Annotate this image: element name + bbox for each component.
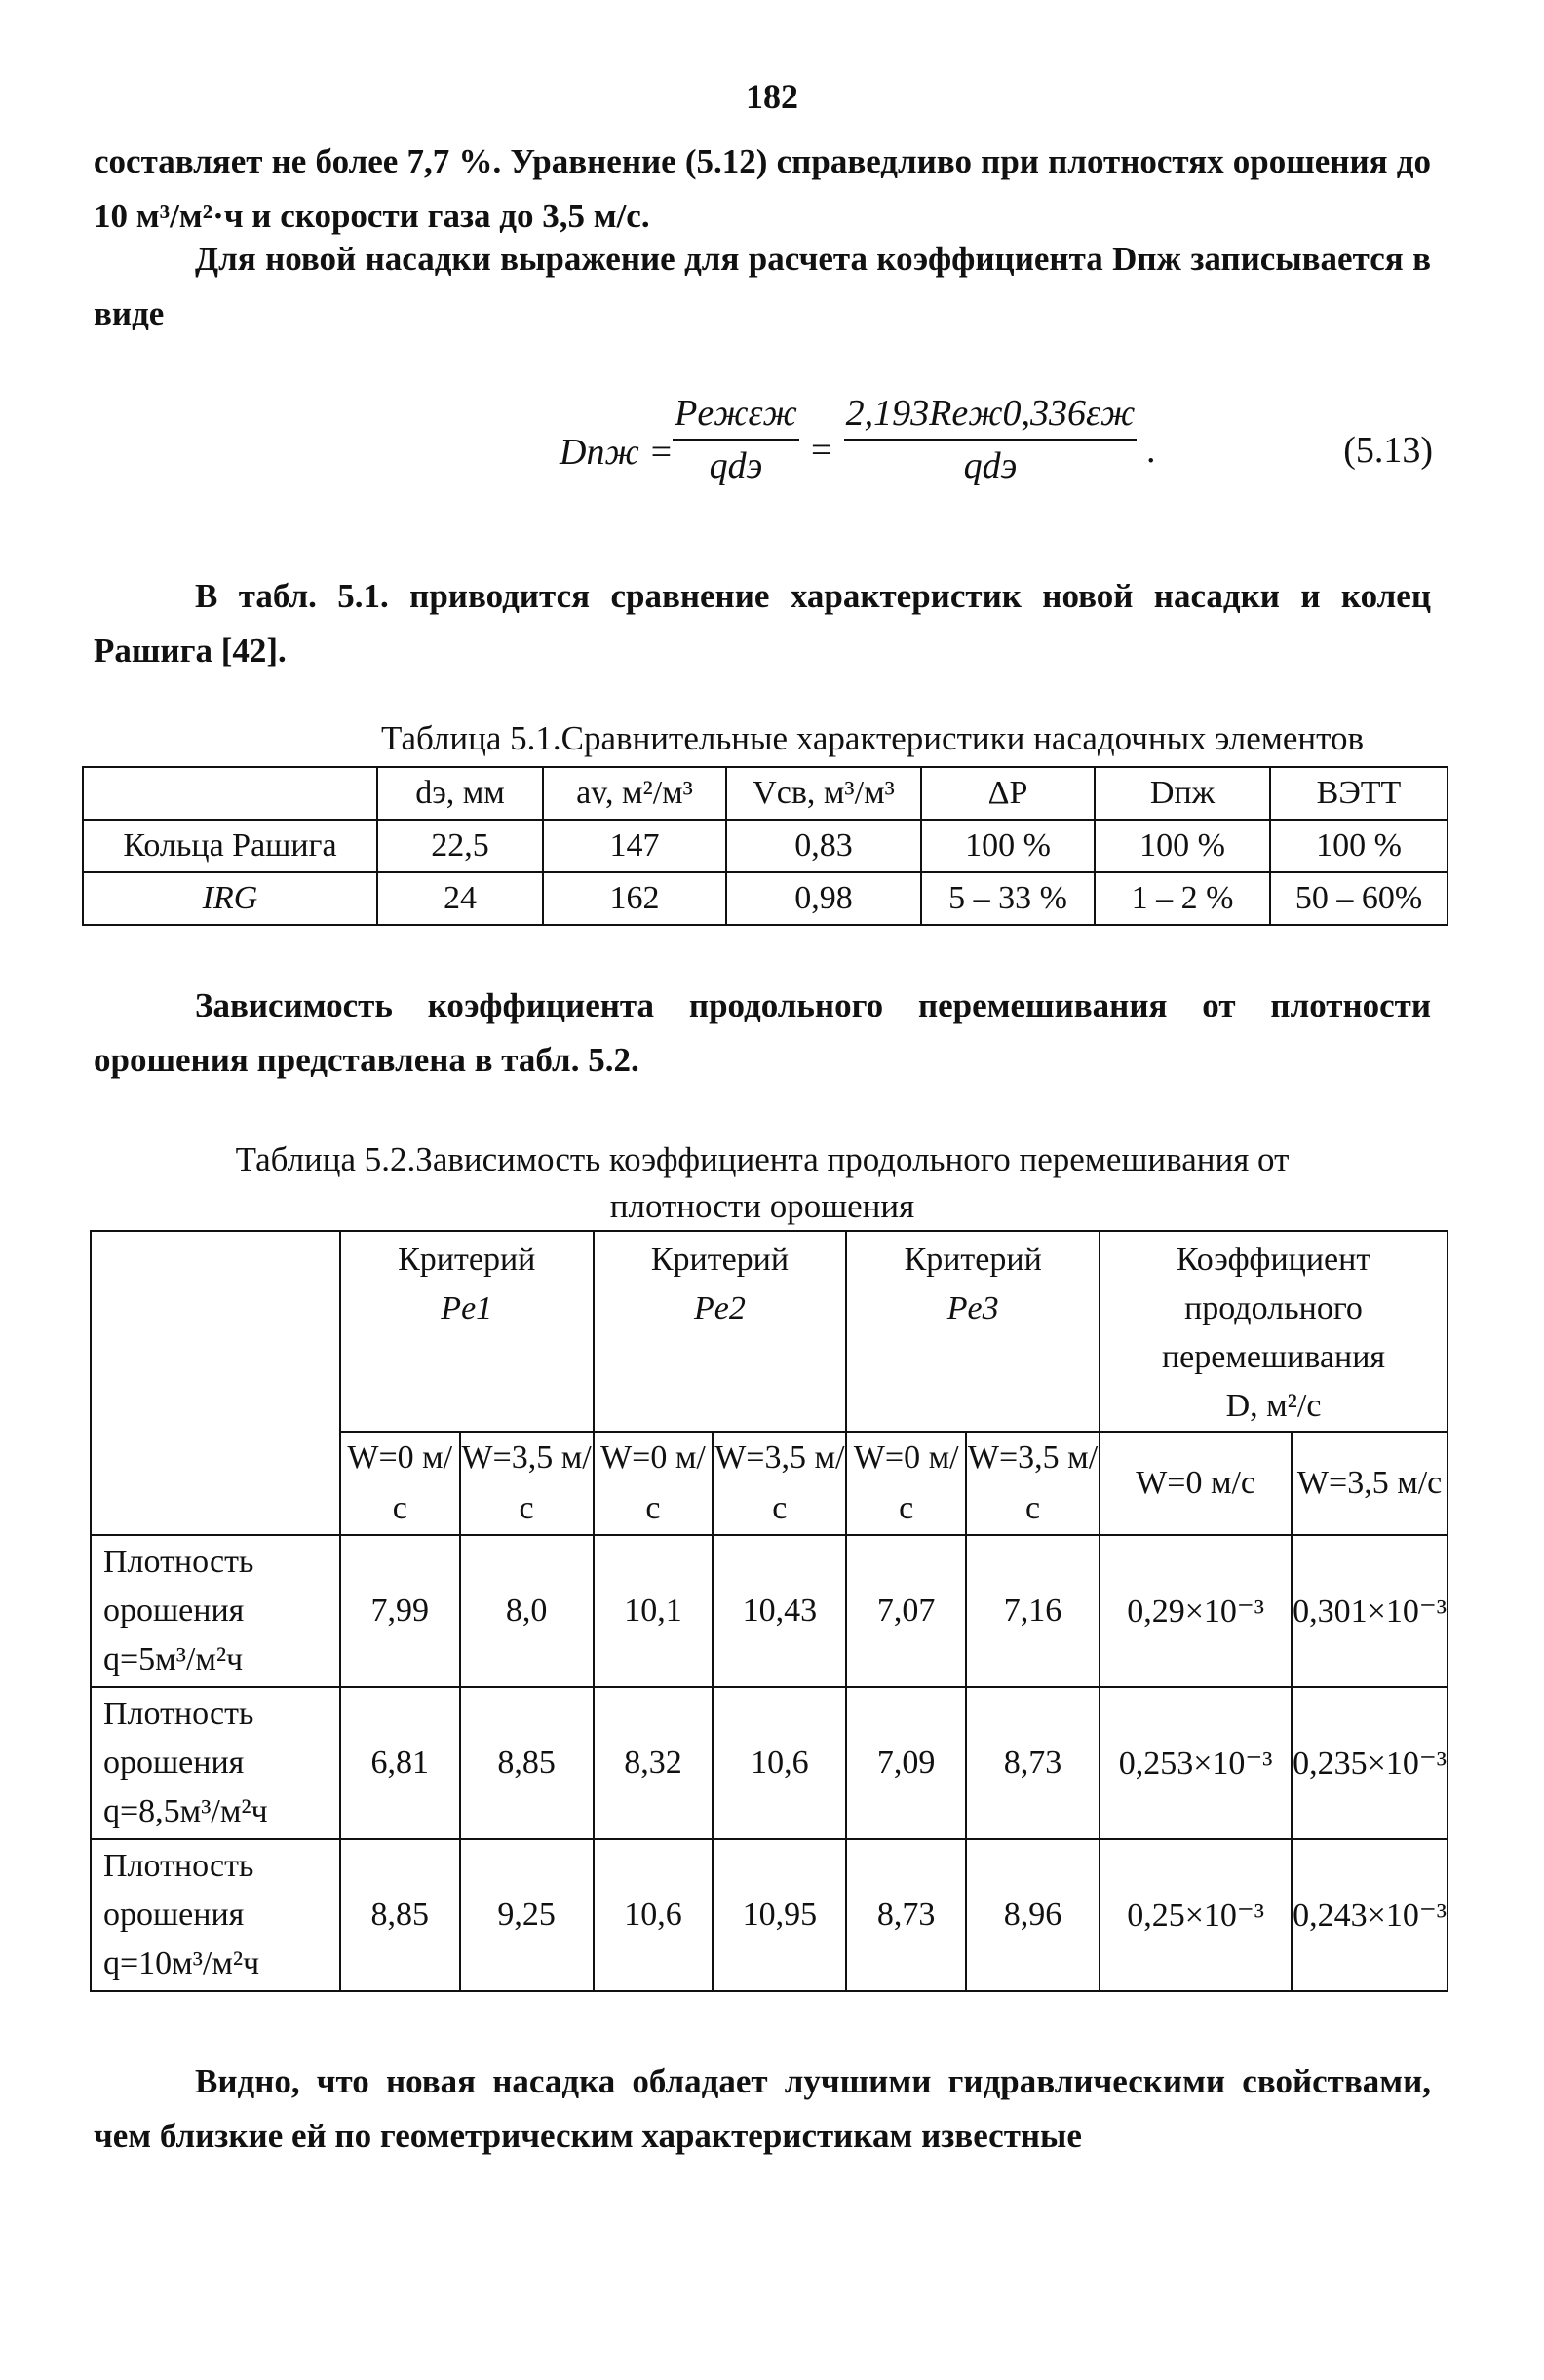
group-header-label: Коэффициент продольного перемешивания xyxy=(1161,1242,1386,1375)
table2-group-header xyxy=(340,1231,594,1432)
page-number: 182 xyxy=(746,77,798,116)
table-cell: 0,83 xyxy=(726,820,921,872)
table-cell: 0,98 xyxy=(726,872,921,925)
table2-caption-line2: плотности орошения xyxy=(609,1187,915,1225)
table1-row-label: Кольца Рашига xyxy=(83,820,377,872)
table2-group-header xyxy=(594,1231,847,1432)
row-label-line: орошения xyxy=(103,1745,245,1781)
table2-row-label xyxy=(91,1687,340,1839)
table-row xyxy=(91,1687,1448,1839)
table-cell: 100 % xyxy=(921,820,1095,872)
table-cell: 7,09 xyxy=(846,1687,966,1839)
table-cell: 100 % xyxy=(1095,820,1270,872)
group-header-label: Критерий xyxy=(904,1242,1042,1278)
paragraph-new-packing: Для новой насадки выражение для расчета коэффициента Dпж записывается в виде xyxy=(94,240,1431,332)
table1-header-cell: av, м²/м³ xyxy=(543,767,726,820)
table-cell: 8,85 xyxy=(460,1687,594,1839)
table1-header-cell: dэ, мм xyxy=(377,767,543,820)
group-header-symbol: Pe1 xyxy=(441,1290,493,1326)
table2-subheader: W=0 м/с xyxy=(340,1432,460,1535)
row-label-line: орошения xyxy=(103,1897,245,1933)
table1-caption: Таблица 5.1.Сравнительные характеристики насадочных элементов xyxy=(380,719,1365,757)
table-comparative-characteristics xyxy=(82,766,1448,926)
table-cell: 10,6 xyxy=(713,1687,846,1839)
table2-subheader: W=0 м/с xyxy=(1100,1432,1292,1535)
table2-row-label xyxy=(91,1535,340,1687)
table-cell: 7,16 xyxy=(966,1535,1100,1687)
group-header-symbol: Pe3 xyxy=(946,1290,999,1326)
table-cell: 100 % xyxy=(1270,820,1448,872)
row-label-line: q=10м³/м²ч xyxy=(103,1945,260,1981)
table-cell: 8,32 xyxy=(594,1687,714,1839)
row-label-line: Плотность xyxy=(103,1848,254,1884)
table-cell: 162 xyxy=(543,872,726,925)
group-header-symbol: D, м²/с xyxy=(1225,1388,1322,1424)
row-label-line: q=8,5м³/м²ч xyxy=(103,1793,268,1829)
formula-lhs: Dпж = xyxy=(560,432,674,473)
formula-numerator-1: Peжεж xyxy=(675,393,797,434)
table1-header-cell: Dпж xyxy=(1095,767,1270,820)
formula-denominator-2: qdэ xyxy=(963,445,1018,486)
table2-caption-line1: Таблица 5.2.Зависимость коэффициента продольного перемешивания от xyxy=(235,1140,1290,1178)
table-cell: 0,235×10⁻³ xyxy=(1292,1687,1448,1839)
table-cell: 0,29×10⁻³ xyxy=(1100,1535,1292,1687)
table2-corner-cell xyxy=(91,1231,340,1535)
table-row xyxy=(83,872,1448,925)
formula-period: . xyxy=(1146,430,1156,471)
table-row xyxy=(91,1535,1448,1687)
table2-group-header xyxy=(846,1231,1100,1432)
table-cell: 5 – 33 % xyxy=(921,872,1095,925)
formula-numerator-2: 2,193Reж0,336εж xyxy=(845,393,1136,434)
table-cell: 0,243×10⁻³ xyxy=(1292,1839,1448,1991)
table-row xyxy=(91,1839,1448,1991)
table-cell: 10,1 xyxy=(594,1535,714,1687)
table-cell: 9,25 xyxy=(460,1839,594,1991)
table-cell: 50 – 60% xyxy=(1270,872,1448,925)
paragraph-bottom: Видно, что новая насадка обладает лучшими гидравлическими свойствами, чем близкие ей по геометрическим характеристикам известные xyxy=(94,2062,1431,2155)
row-label-line: Плотность xyxy=(103,1544,254,1580)
table-cell: 22,5 xyxy=(377,820,543,872)
table-cell: 10,6 xyxy=(594,1839,714,1991)
table2-subheader: W=3,5 м/с xyxy=(966,1432,1100,1535)
table-cell: 6,81 xyxy=(340,1687,460,1839)
table1-header-cell: ΔP xyxy=(921,767,1095,820)
table-cell: 24 xyxy=(377,872,543,925)
table-cell: 8,96 xyxy=(966,1839,1100,1991)
table-cell: 0,301×10⁻³ xyxy=(1292,1535,1448,1687)
table-cell: 8,0 xyxy=(460,1535,594,1687)
formula-fraction-1 xyxy=(673,392,799,487)
table-cell: 8,85 xyxy=(340,1839,460,1991)
table2-subheader: W=3,5 м/с xyxy=(1292,1432,1448,1535)
row-label-line: q=5м³/м²ч xyxy=(103,1641,244,1677)
group-header-label: Критерий xyxy=(398,1242,536,1278)
group-header-label: Критерий xyxy=(650,1242,790,1278)
table2-subheader: W=0 м/с xyxy=(594,1432,714,1535)
table2-subheader: W=3,5 м/с xyxy=(460,1432,594,1535)
table2-group-header xyxy=(1100,1231,1448,1432)
formula-denominator-1: qdэ xyxy=(709,445,763,486)
table2-subheader: W=3,5 м/с xyxy=(713,1432,846,1535)
formula-number: (5.13) xyxy=(1343,430,1433,471)
table-cell: 10,95 xyxy=(713,1839,846,1991)
paragraph-table1-ref: В табл. 5.1. приводится сравнение характеристик новой насадки и колец Рашига [42]. xyxy=(94,577,1431,670)
table1-header-row xyxy=(83,767,1448,820)
table-cell: 147 xyxy=(543,820,726,872)
table1-header-cell xyxy=(83,767,377,820)
table-cell: 10,43 xyxy=(713,1535,846,1687)
table-longitudinal-mixing xyxy=(90,1230,1448,1992)
table2-group-header-row xyxy=(91,1231,1448,1432)
table-cell: 0,253×10⁻³ xyxy=(1100,1687,1292,1839)
table-cell: 8,73 xyxy=(846,1839,966,1991)
table-cell: 8,73 xyxy=(966,1687,1100,1839)
table-cell: 1 – 2 % xyxy=(1095,872,1270,925)
row-label-line: орошения xyxy=(103,1593,245,1629)
table-cell: 7,99 xyxy=(340,1535,460,1687)
paragraph-table2-ref: Зависимость коэффициента продольного перемешивания от плотности орошения представлена в табл. 5.2. xyxy=(94,986,1431,1079)
group-header-symbol: Pe2 xyxy=(694,1290,746,1326)
row-label-line: Плотность xyxy=(103,1696,254,1732)
formula-equals: = xyxy=(811,430,832,471)
table2-row-label xyxy=(91,1839,340,1991)
table-cell: 7,07 xyxy=(846,1535,966,1687)
formula-5-13 xyxy=(546,382,1433,528)
formula-fraction-2 xyxy=(844,392,1137,487)
table1-header-cell: ВЭТТ xyxy=(1270,767,1448,820)
table1-header-cell: Vсв, м³/м³ xyxy=(726,767,921,820)
table-cell: 0,25×10⁻³ xyxy=(1100,1839,1292,1991)
table-row xyxy=(83,820,1448,872)
table1-row-label: IRG xyxy=(83,872,377,925)
paragraph-top: составляет не более 7,7 %. Уравнение (5.12) справедливо при плотностях орошения до 10 м³/м²·ч и скорости газа до 3,5 м/с. xyxy=(94,142,1431,235)
table2-subheader: W=0 м/с xyxy=(846,1432,966,1535)
